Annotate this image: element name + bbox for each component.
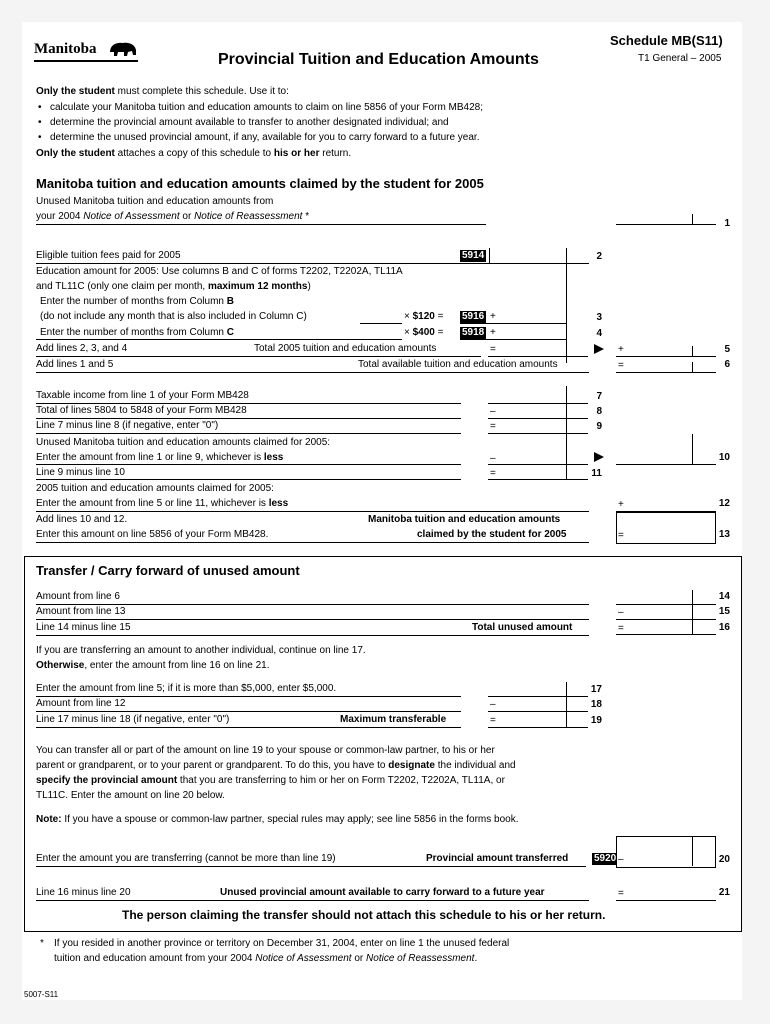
code-5918: 5918: [462, 327, 485, 338]
rule-line: [692, 214, 693, 224]
rule-line: [36, 433, 461, 434]
row-13-total-a: Manitoba tuition and education amounts: [368, 514, 561, 525]
line-11-field[interactable]: [488, 479, 588, 480]
rule-line: [36, 696, 461, 697]
row-12-label-b: Enter the amount from line 5 or line 11, whichever is less: [36, 498, 289, 509]
line-1-field[interactable]: [616, 224, 716, 225]
rule-line: [36, 604, 589, 605]
rule-line: [36, 511, 589, 512]
para-2-d: TL11C. Enter the amount on line 20 below.: [36, 790, 225, 801]
rule-line: [692, 362, 693, 372]
row-2-label: Eligible tuition fees paid for 2005: [36, 250, 181, 261]
transfer-notice: The person claiming the transfer should not attach this schedule to his or her return.: [122, 908, 606, 922]
rule-line: [692, 590, 693, 634]
rule-line: [36, 479, 461, 480]
form-year-label: T1 General – 2005: [638, 53, 722, 64]
line-number: 5: [724, 344, 730, 355]
rule-line: [36, 711, 461, 712]
row-1-label-a: Unused Manitoba tuition and education amounts from: [36, 196, 274, 207]
line-8-field[interactable]: [488, 418, 588, 419]
bison-icon: [106, 40, 140, 58]
row-18-label: Amount from line 12: [36, 698, 126, 709]
row-17-label: Enter the amount from line 5; if it is more than $5,000, enter $5,000.: [36, 683, 337, 694]
logo-underline: [34, 60, 138, 62]
line-number: 7: [596, 391, 602, 402]
row-20-label: Enter the amount you are transferring (cannot be more than line 19): [36, 853, 336, 864]
row-12-label-a: 2005 tuition and education amounts claimed for 2005:: [36, 483, 274, 494]
rule-line: [566, 248, 567, 363]
rule-line: [566, 386, 567, 436]
arrow-right-icon: [594, 452, 604, 462]
line-number: 18: [590, 699, 602, 710]
section-2-heading: Transfer / Carry forward of unused amount: [36, 563, 300, 578]
code-5916: 5916: [462, 311, 485, 322]
intro-bullet-2: • determine the provincial amount available to transfer to another designated individual; and: [50, 117, 449, 129]
line-4-field[interactable]: [460, 339, 566, 340]
rule-line: [36, 900, 589, 901]
line-number: 13: [718, 529, 730, 540]
line-number: 4: [596, 328, 602, 339]
operator-sign: =: [618, 888, 624, 899]
para-1-b: Otherwise, enter the amount from line 16 on line 21.: [36, 660, 270, 671]
note: Note: If you have a spouse or common-law partner, special rules may apply; see line 5856 in the forms book.: [36, 814, 519, 825]
line-5-sub-field[interactable]: [488, 356, 588, 357]
operator-sign: =: [490, 421, 496, 432]
rule-line: [36, 635, 589, 636]
transfer-section: [24, 556, 742, 932]
rule-line: [36, 263, 589, 264]
row-4-label: Enter the number of months from Column C: [40, 327, 234, 338]
line-number: 17: [590, 684, 602, 695]
line-number: 1: [724, 218, 730, 229]
row-19-label: Line 17 minus line 18 (if negative, enter "0"): [36, 714, 230, 725]
row-11-label: Line 9 minus line 10: [36, 467, 125, 478]
operator-sign: –: [490, 699, 496, 710]
rule-line: [36, 356, 481, 357]
rule-line: [692, 836, 693, 866]
line-20-field[interactable]: [616, 836, 716, 868]
row-14-label: Amount from line 6: [36, 591, 120, 602]
line-number: 10: [718, 452, 730, 463]
line-7-field[interactable]: [488, 403, 588, 404]
line-number: 21: [718, 887, 730, 898]
line-number: 20: [718, 854, 730, 865]
row-3-label-b: and TL11C (only one claim per month, maximum 12 months): [36, 281, 311, 292]
arrow-right-icon: [594, 344, 604, 354]
rule-line: [36, 372, 589, 373]
rule-line: [692, 434, 693, 464]
line-number: 6: [724, 359, 730, 370]
page-title: Provincial Tuition and Education Amounts: [218, 51, 539, 68]
rule-line: [36, 224, 486, 225]
intro-line-1: Only the student must complete this schedule. Use it to:: [36, 86, 289, 97]
line-number: 12: [718, 498, 730, 509]
line-6-field[interactable]: [616, 372, 716, 373]
line-17-field[interactable]: [488, 696, 588, 697]
row-13-label-a: Add lines 10 and 12.: [36, 514, 128, 525]
line-number: 16: [718, 622, 730, 633]
row-15-label: Amount from line 13: [36, 606, 126, 617]
form-number: 5007-S11: [24, 990, 59, 999]
operator-sign: –: [618, 607, 624, 618]
footnote-star: *: [40, 938, 44, 949]
row-21-label: Line 16 minus line 20: [36, 887, 131, 898]
operator-sign: –: [618, 854, 624, 865]
row-16-total-label: Total unused amount: [472, 622, 573, 633]
line-number: 3: [596, 312, 602, 323]
row-10-label-b: Enter the amount from line 1 or line 9, whichever is less: [36, 452, 284, 463]
operator-sign: +: [618, 344, 624, 355]
intro-bullet-3: • determine the unused provincial amount, if any, available for you to carry forward to a future year.: [50, 132, 480, 144]
code-5914: 5914: [462, 250, 485, 261]
rule-line: [36, 619, 589, 620]
line-5-field[interactable]: [616, 356, 716, 357]
line-10-sub-field[interactable]: [488, 464, 588, 465]
line-10-field[interactable]: [616, 464, 716, 465]
row-5-label: Add lines 2, 3, and 4: [36, 343, 128, 354]
line-number: 2: [596, 251, 602, 262]
row-19-total-label: Maximum transferable: [340, 714, 447, 725]
row-13-label-b: Enter this amount on line 5856 of your Form MB428.: [36, 529, 269, 540]
row-21-total-label: Unused provincial amount available to carry forward to a future year: [220, 887, 545, 898]
row-13-total-b: claimed by the student for 2005: [417, 529, 567, 540]
footnote-line-1: If you resided in another province or territory on December 31, 2004, enter on line 1 the unused federal: [54, 938, 510, 949]
row-3-label-d: (do not include any month that is also included in Column C): [40, 311, 307, 322]
operator-sign: =: [490, 344, 496, 355]
footnote-line-2: tuition and education amount from your 2004 Notice of Assessment or Notice of Reassessment.: [54, 953, 478, 964]
rule-line: [566, 682, 567, 727]
row-8-label: Total of lines 5804 to 5848 of your Form MB428: [36, 405, 247, 416]
operator-sign: –: [490, 406, 496, 417]
row-6-total-label: Total available tuition and education amounts: [358, 359, 558, 370]
row-5-total-label: Total 2005 tuition and education amounts: [254, 343, 437, 354]
months-b-field[interactable]: [360, 323, 402, 324]
line-18-field[interactable]: [488, 711, 588, 712]
line-14-field[interactable]: [616, 604, 716, 605]
logo-text: Manitoba: [34, 41, 97, 57]
code-5920: 5920: [594, 853, 617, 864]
rule-line: [36, 339, 360, 340]
row-9-label: Line 7 minus line 8 (if negative, enter "0"): [36, 420, 219, 431]
rule-line: [36, 866, 586, 867]
line-number: 14: [718, 591, 730, 602]
line-13-field[interactable]: [616, 512, 716, 544]
rule-line: [566, 434, 567, 479]
line-16-field[interactable]: [616, 634, 716, 635]
line-number: 11: [591, 468, 602, 479]
row-3-label-c: Enter the number of months from Column B: [40, 296, 234, 307]
line-15-field[interactable]: [616, 619, 716, 620]
operator-sign: –: [490, 453, 496, 464]
line-2-field[interactable]: [489, 248, 490, 263]
operator-sign: =: [490, 715, 496, 726]
line-21-field[interactable]: [616, 900, 716, 901]
operator-sign: +: [618, 499, 624, 510]
intro-bullet-1: • calculate your Manitoba tuition and education amounts to claim on line 5856 of your Form MB428;: [50, 102, 483, 114]
rule-line: [36, 418, 461, 419]
row-16-label: Line 14 minus line 15: [36, 622, 131, 633]
para-2-b: parent or grandparent, or to your parent or grandparent. To do this, you have to designate the individual and: [36, 760, 516, 771]
rule-line: [36, 464, 461, 465]
para-1-a: If you are transferring an amount to another individual, continue on line 17.: [36, 645, 366, 656]
operator-sign: =: [618, 360, 624, 371]
operator-sign: =: [490, 468, 496, 479]
para-2-c: specify the provincial amount that you are transferring to him or her on Form T2202, T2202A, TL11A, or: [36, 775, 505, 786]
operator-sign: =: [618, 623, 624, 634]
operator-sign: +: [490, 327, 496, 338]
months-c-field[interactable]: [360, 339, 402, 340]
schedule-label: Schedule MB(S11): [610, 33, 723, 48]
intro-line-5: Only the student attaches a copy of this schedule to his or her return.: [36, 148, 352, 159]
rule-line: [36, 542, 589, 543]
line-9-field[interactable]: [488, 433, 588, 434]
row-20-total-label: Provincial amount transferred: [426, 853, 569, 864]
line-number: 19: [590, 715, 602, 726]
line-number: 8: [596, 406, 602, 417]
row-3-label-a: Education amount for 2005: Use columns B and C of forms T2202, T2202A, TL11A: [36, 266, 403, 277]
rule-line: [692, 346, 693, 356]
rule-line: [36, 727, 461, 728]
form-page: Manitoba Provincial Tuition and Education Amounts Schedule MB(S11) T1 General – 2005 Only the student must complete this schedule. Use it to: • calculate your Manitoba tuition and education amounts to claim on line 5856 of your Form MB428; • determine the provincial amount available to transfer to another designated individual; and • determine the unused provincial amount, if any, available for you to carry forward to a future year. Only the student attaches a copy of this schedule to his or her return. Manitoba tuition and education amounts claimed by the student for 2005 Unused Manitoba tuition and education amounts from your 2004 Notice of Assessment or Notice of Reassessment * 1 Eligible tuition fees paid for 2005 5914 2 Education amount for 2005: Use columns B and C of forms T2202, T2202A, TL11A and TL11C (only one claim per month, maximum 12 months) Enter the number of months from Column B (do not include any month that is also included in Column C) × $120 = 5916 + 3 Enter the number of months from Column C × $400 = 5918 + 4 Add lines 2, 3, and 4 Total 2005 tuition and education amounts = + 5 Add lines 1 and 5 Total available tuition and education amounts = 6 Taxable income from line 1 of your Form MB428 7 Total of lines 5804 to 5848 of your Form MB428 – 8 Line 7 minus line 8 (if negative, enter "0") = 9 Unused Manitoba tuition and education amounts claimed for 2005: Enter the amount from line 1 or line 9, whichever is less – 10 Line 9 minus line 10 = 11 2005 tuition and education amounts claimed for 2005: Enter the amount from line 5 or line 11, whichever is less + 12 Add lines 10 and 12. Enter this amount on line 5856 of your Form MB428. Manitoba tuition and education amounts claimed by the student for 2005 = 13 Transfer / Carry forward of unused amount Amount from line 6 14 Amount from line 13 – 15 Line 14 minus line 15 Total unused amount = 16 If you are transferring an amount to another individual, continue on line 17. Otherwise, enter the amount from line 16 on line 21. Enter the amount from line 5; if it is more than $5,000, enter $5,000. 17 Amount from line 12 – 18 Line 17 minus line 18 (if negative, enter "0") Maximum transferable = 19 You can transfer all or part of the amount on line 19 to your spouse or common-law partner, to his or her parent or grandparent, or to your parent or grandparent. To do this, you have to designate the individual and specify the provincial amount that you are transferring to him or her on Form T2202, T2202A, TL11A, or TL11C. Enter the amount on line 20 below. Note: If you have a spouse or common-law partner, special rules may apply; see line 5856 in the forms book. Enter the amount you are transferring (cannot be more than line 19) Provincial amount transferred 5920 – 20 Line 16 minus line 20 Unused provincial amount available to carry forward to a future year = 21 The person claiming the transfer should not attach this schedule to his or her return. * If you resided in another province or territory on December 31, 2004, enter on line 1 the unused federal tuition and education amount from your 2004 Notice of Assessment or Notice of Reassessment. 5007-S11: [22, 22, 742, 1000]
line-3-field[interactable]: [460, 323, 566, 324]
row-1-label-b: your 2004 Notice of Assessment or Notice of Reassessment *: [36, 211, 310, 222]
line-number: 15: [718, 606, 730, 617]
operator-sign: =: [618, 530, 624, 541]
para-2-a: You can transfer all or part of the amount on line 19 to your spouse or common-law partner, to his or her: [36, 745, 495, 756]
line-number: 9: [596, 421, 602, 432]
row-10-label-a: Unused Manitoba tuition and education amounts claimed for 2005:: [36, 437, 331, 448]
row-7-label: Taxable income from line 1 of your Form MB428: [36, 390, 249, 401]
manitoba-logo: [34, 40, 97, 58]
line-19-field[interactable]: [488, 727, 588, 728]
section-1-heading: Manitoba tuition and education amounts claimed by the student for 2005: [36, 176, 484, 191]
operator-sign: +: [490, 311, 496, 322]
row-6-label: Add lines 1 and 5: [36, 359, 114, 370]
rule-line: [36, 403, 461, 404]
